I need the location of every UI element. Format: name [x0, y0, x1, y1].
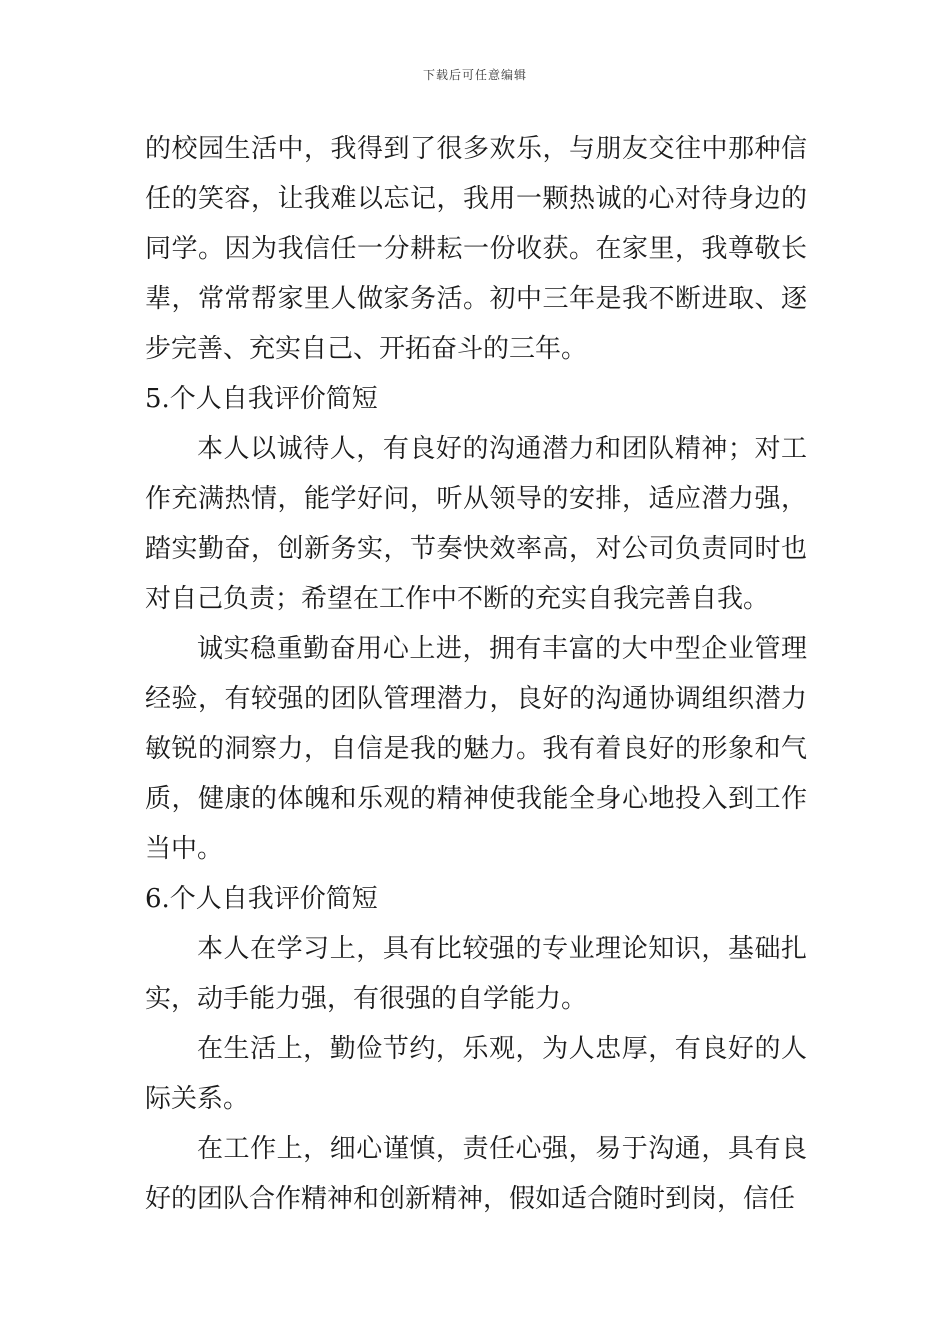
paragraph-continued: 的校园生活中，我得到了很多欢乐，与朋友交往中那种信任的笑容，让我难以忘记，我用一颗热诚的心对待身边的同学。因为我信任一分耕耘一份收获。在家里，我尊敬长辈，常常帮家里人做家务活。初中三年是我不断进取、逐步完善、充实自己、开拓奋斗的三年。 [145, 134, 807, 364]
paragraph: 在工作上，细心谨慎，责任心强，易于沟通，具有良好的团队合作精神和创新精神，假如适合随时到岗，信任 [145, 1134, 807, 1214]
section-heading-6: 6.个人自我评价简短 [145, 884, 378, 914]
page-header-note: 下载后可任意编辑 [422, 68, 527, 82]
document-body [145, 124, 807, 1224]
section-heading-5: 5.个人自我评价简短 [145, 384, 378, 414]
paragraph: 本人在学习上，具有比较强的专业理论知识，基础扎实，动手能力强，有很强的自学能力。 [145, 934, 807, 1014]
paragraph: 在生活上，勤俭节约，乐观，为人忠厚，有良好的人际关系。 [145, 1034, 807, 1114]
paragraph: 诚实稳重勤奋用心上进，拥有丰富的大中型企业管理经验，有较强的团队管理潜力，良好的沟通协调组织潜力敏锐的洞察力，自信是我的魅力。我有着良好的形象和气质，健康的体魄和乐观的精神使我能全身心地投入到工作当中。 [145, 634, 807, 864]
paragraph: 本人以诚待人，有良好的沟通潜力和团队精神；对工作充满热情，能学好问，听从领导的安排，适应潜力强，踏实勤奋，创新务实，节奏快效率高，对公司负责同时也对自己负责；希望在工作中不断的充实自我完善自我。 [145, 434, 807, 614]
